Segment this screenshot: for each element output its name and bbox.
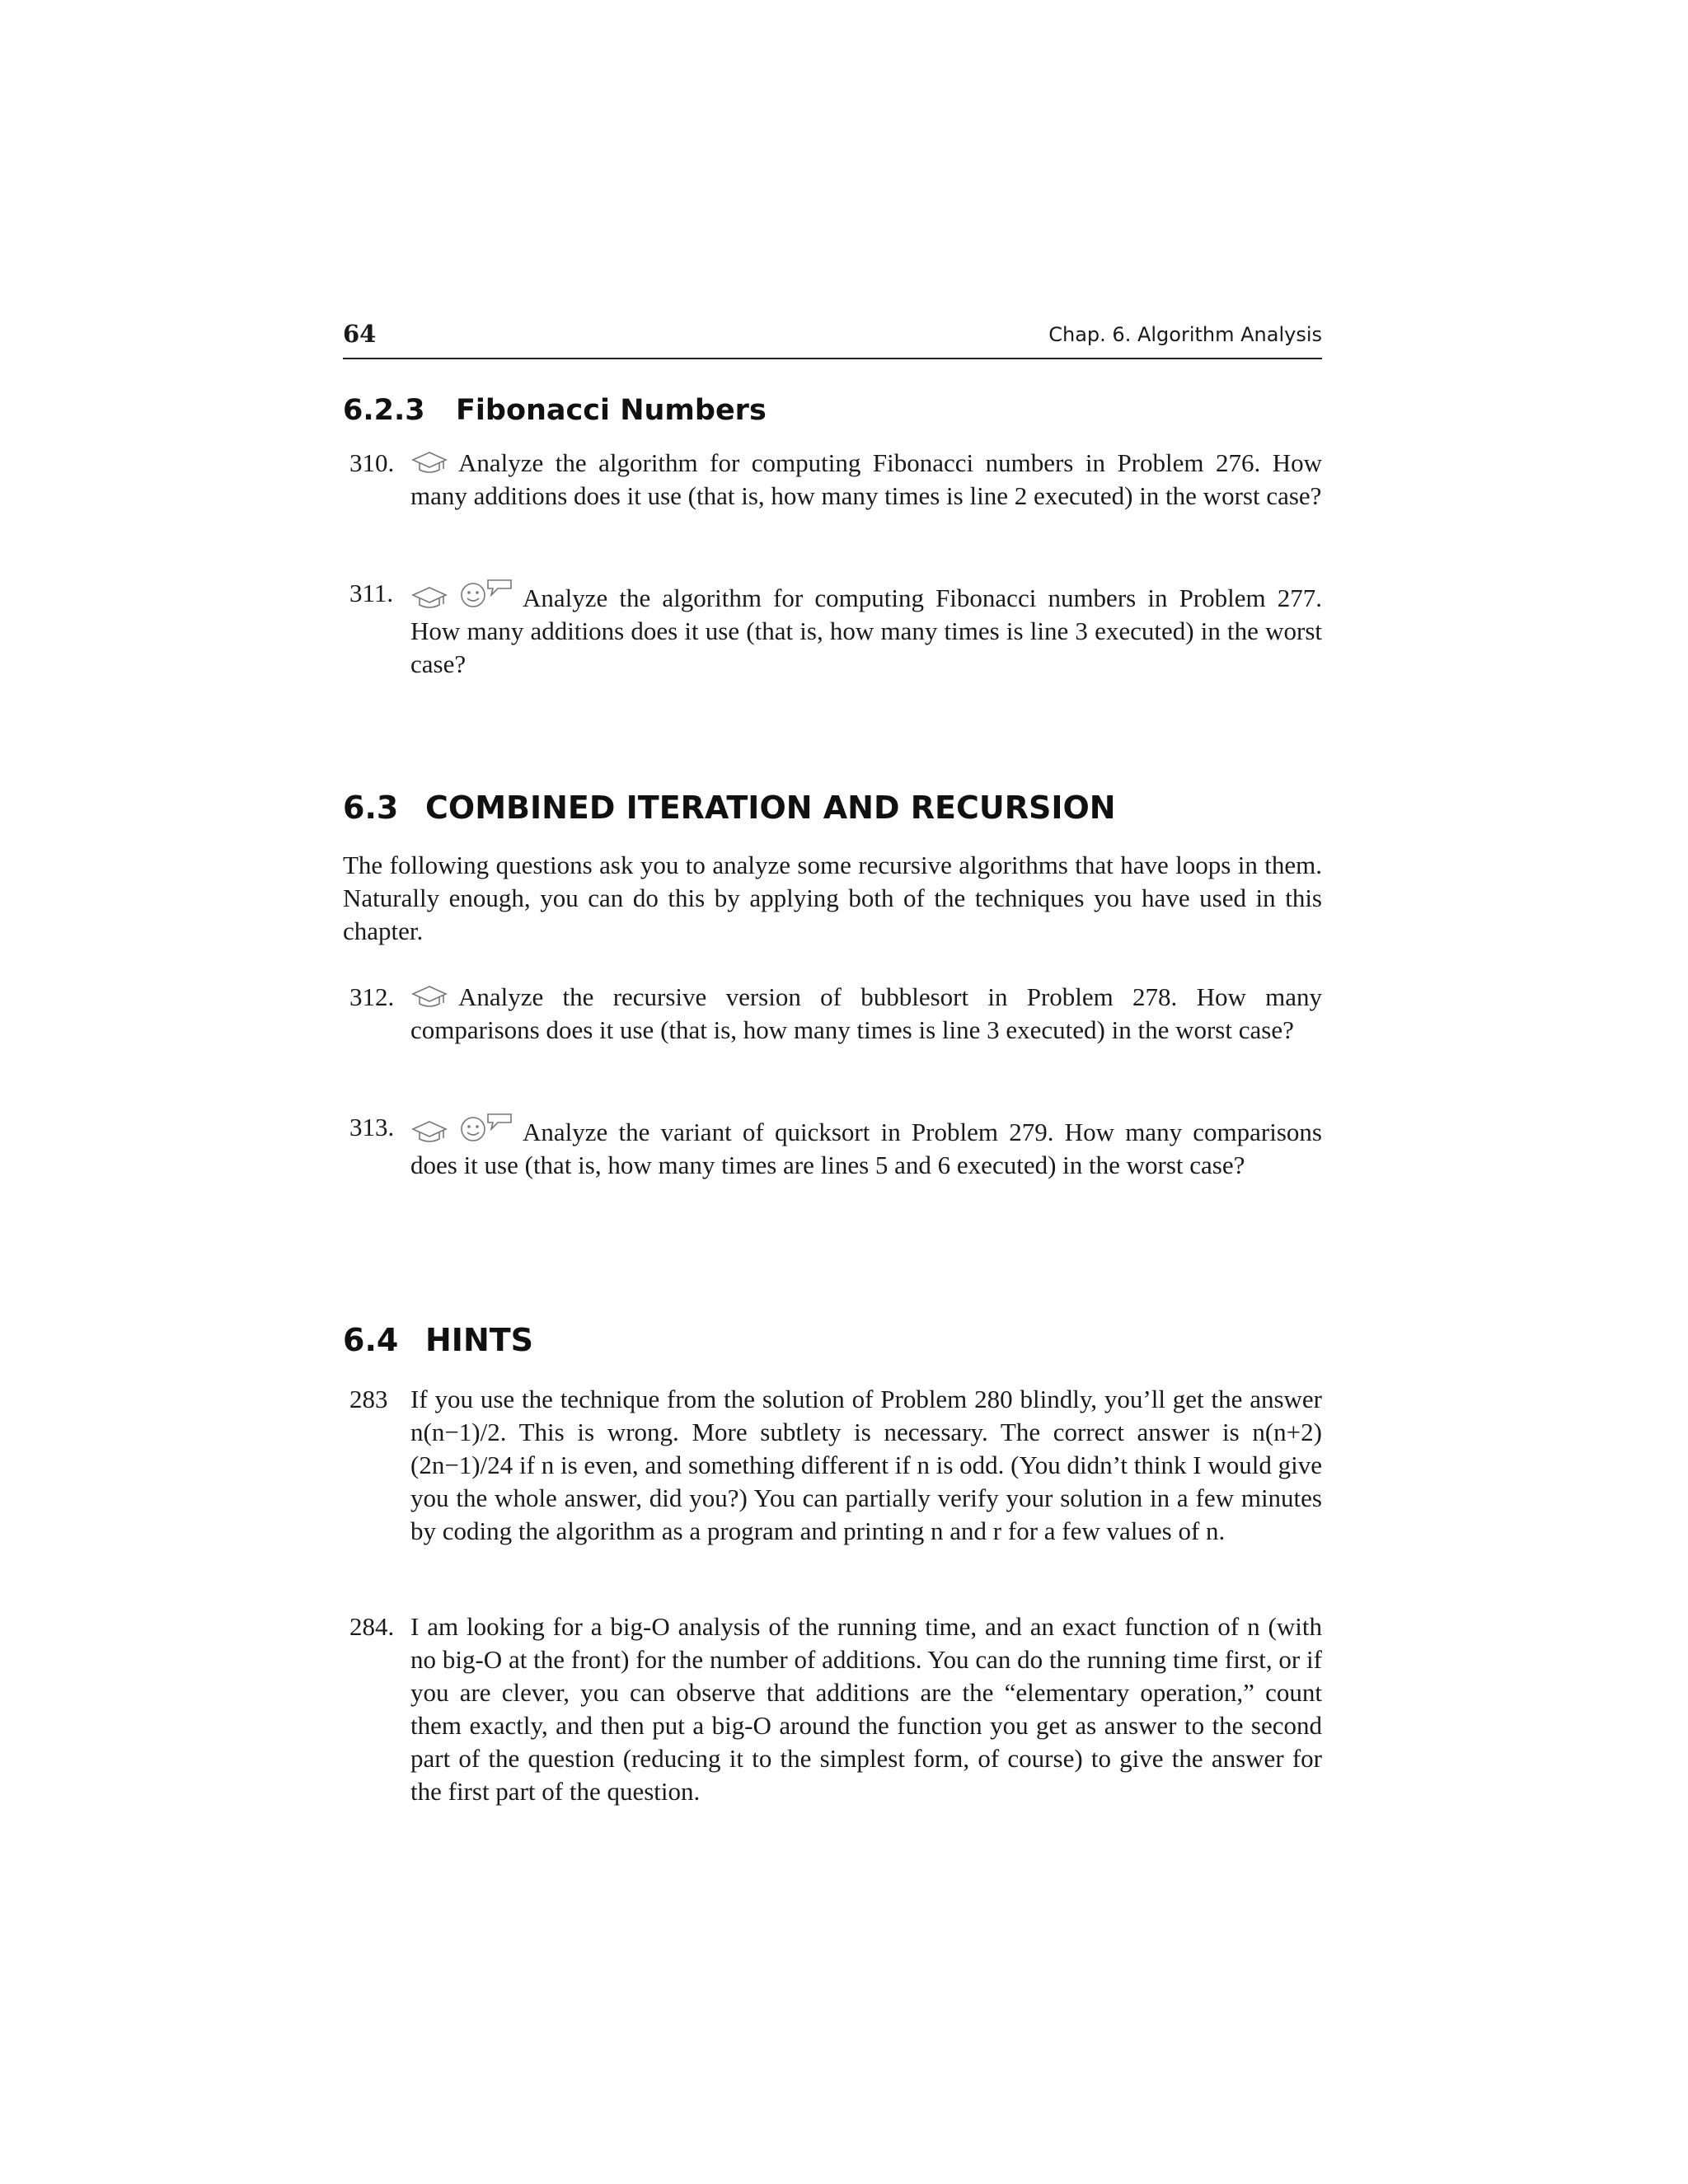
hint-number: 284. xyxy=(349,1612,395,1641)
hint-283 xyxy=(343,1383,1322,1548)
graduation-cap-icon xyxy=(410,984,448,1009)
section-number: 6.4 xyxy=(343,1322,399,1358)
hint-284 xyxy=(343,1610,1322,1808)
smiley-speech-icon xyxy=(458,577,513,610)
graduation-cap-icon xyxy=(410,1119,448,1144)
section-title: COMBINED ITERATION AND RECURSION xyxy=(425,790,1116,826)
section-title: HINTS xyxy=(425,1322,534,1358)
chapter-title: Chap. 6. Algorithm Analysis xyxy=(1048,323,1322,346)
graduation-cap-icon xyxy=(410,585,448,610)
hint-text: I am looking for a big-O analysis of the running time, and an exact function of n (with no big-O at the front) for the number of additions. You can do the running time first, or if you are clever, you can observe that additions are the “elementary operation,” count them exactly, and then put a big-O around the function you get as answer to the second part of the question (reducing it to the simplest form, of course) to give the answer for the first part of the question. xyxy=(410,1612,1322,1806)
running-head xyxy=(343,320,1322,359)
hint-text: If you use the technique from the solution of Problem 280 blindly, you’ll get the answer n(n−1)/2. This is wrong. More subtlety is necessary. The correct answer is n(n+2)(2n−1)/24 if n is even, and something different if n is odd. (You didn’t think I would give you the whole answer, did you?) You can partially verify your solution in a few minutes by coding the algorithm as a program and printing n and r for a few values of n. xyxy=(410,1385,1322,1545)
section-heading-6-4 xyxy=(343,1322,533,1358)
smiley-speech-icon xyxy=(458,1111,513,1144)
page-number: 64 xyxy=(343,320,377,348)
problem-text: Analyze the algorithm for computing Fibonacci numbers in Problem 276. How many additions does it use (that is, how many times is line 2 executed) in the worst case? xyxy=(410,448,1322,510)
problem-310 xyxy=(343,447,1322,513)
graduation-cap-icon xyxy=(410,450,448,475)
intro-paragraph: The following questions ask you to analyze some recursive algorithms that have loops in them. Naturally enough, you can do this by applying both of the techniques you have used in this chapter. xyxy=(343,851,1322,945)
problem-text: Analyze the algorithm for computing Fibonacci numbers in Problem 277. How many additions does it use (that is, how many times is line 3 executed) in the worst case? xyxy=(410,583,1322,678)
problem-number: 310. xyxy=(349,448,395,477)
subsection-title: Fibonacci Numbers xyxy=(456,394,767,427)
problem-number: 311. xyxy=(349,579,394,607)
problem-text: Analyze the variant of quicksort in Problem 279. How many comparisons does it use (that is, how many times are lines 5 and 6 executed) in the worst case? xyxy=(410,1118,1322,1179)
hint-number: 283 xyxy=(349,1385,388,1413)
subsection-number: 6.2.3 xyxy=(343,394,425,427)
problem-number: 312. xyxy=(349,982,395,1011)
problem-313 xyxy=(343,1111,1322,1182)
problem-311 xyxy=(343,577,1322,681)
problem-312 xyxy=(343,981,1322,1047)
section-number: 6.3 xyxy=(343,790,399,826)
problem-number: 313. xyxy=(349,1113,395,1141)
subsection-heading-6-2-3 xyxy=(343,394,767,427)
section-intro xyxy=(343,849,1322,948)
problem-text: Analyze the recursive version of bubblesort in Problem 278. How many comparisons does it use (that is, how many times is line 3 executed) in the worst case? xyxy=(410,982,1322,1044)
section-heading-6-3 xyxy=(343,790,1116,826)
